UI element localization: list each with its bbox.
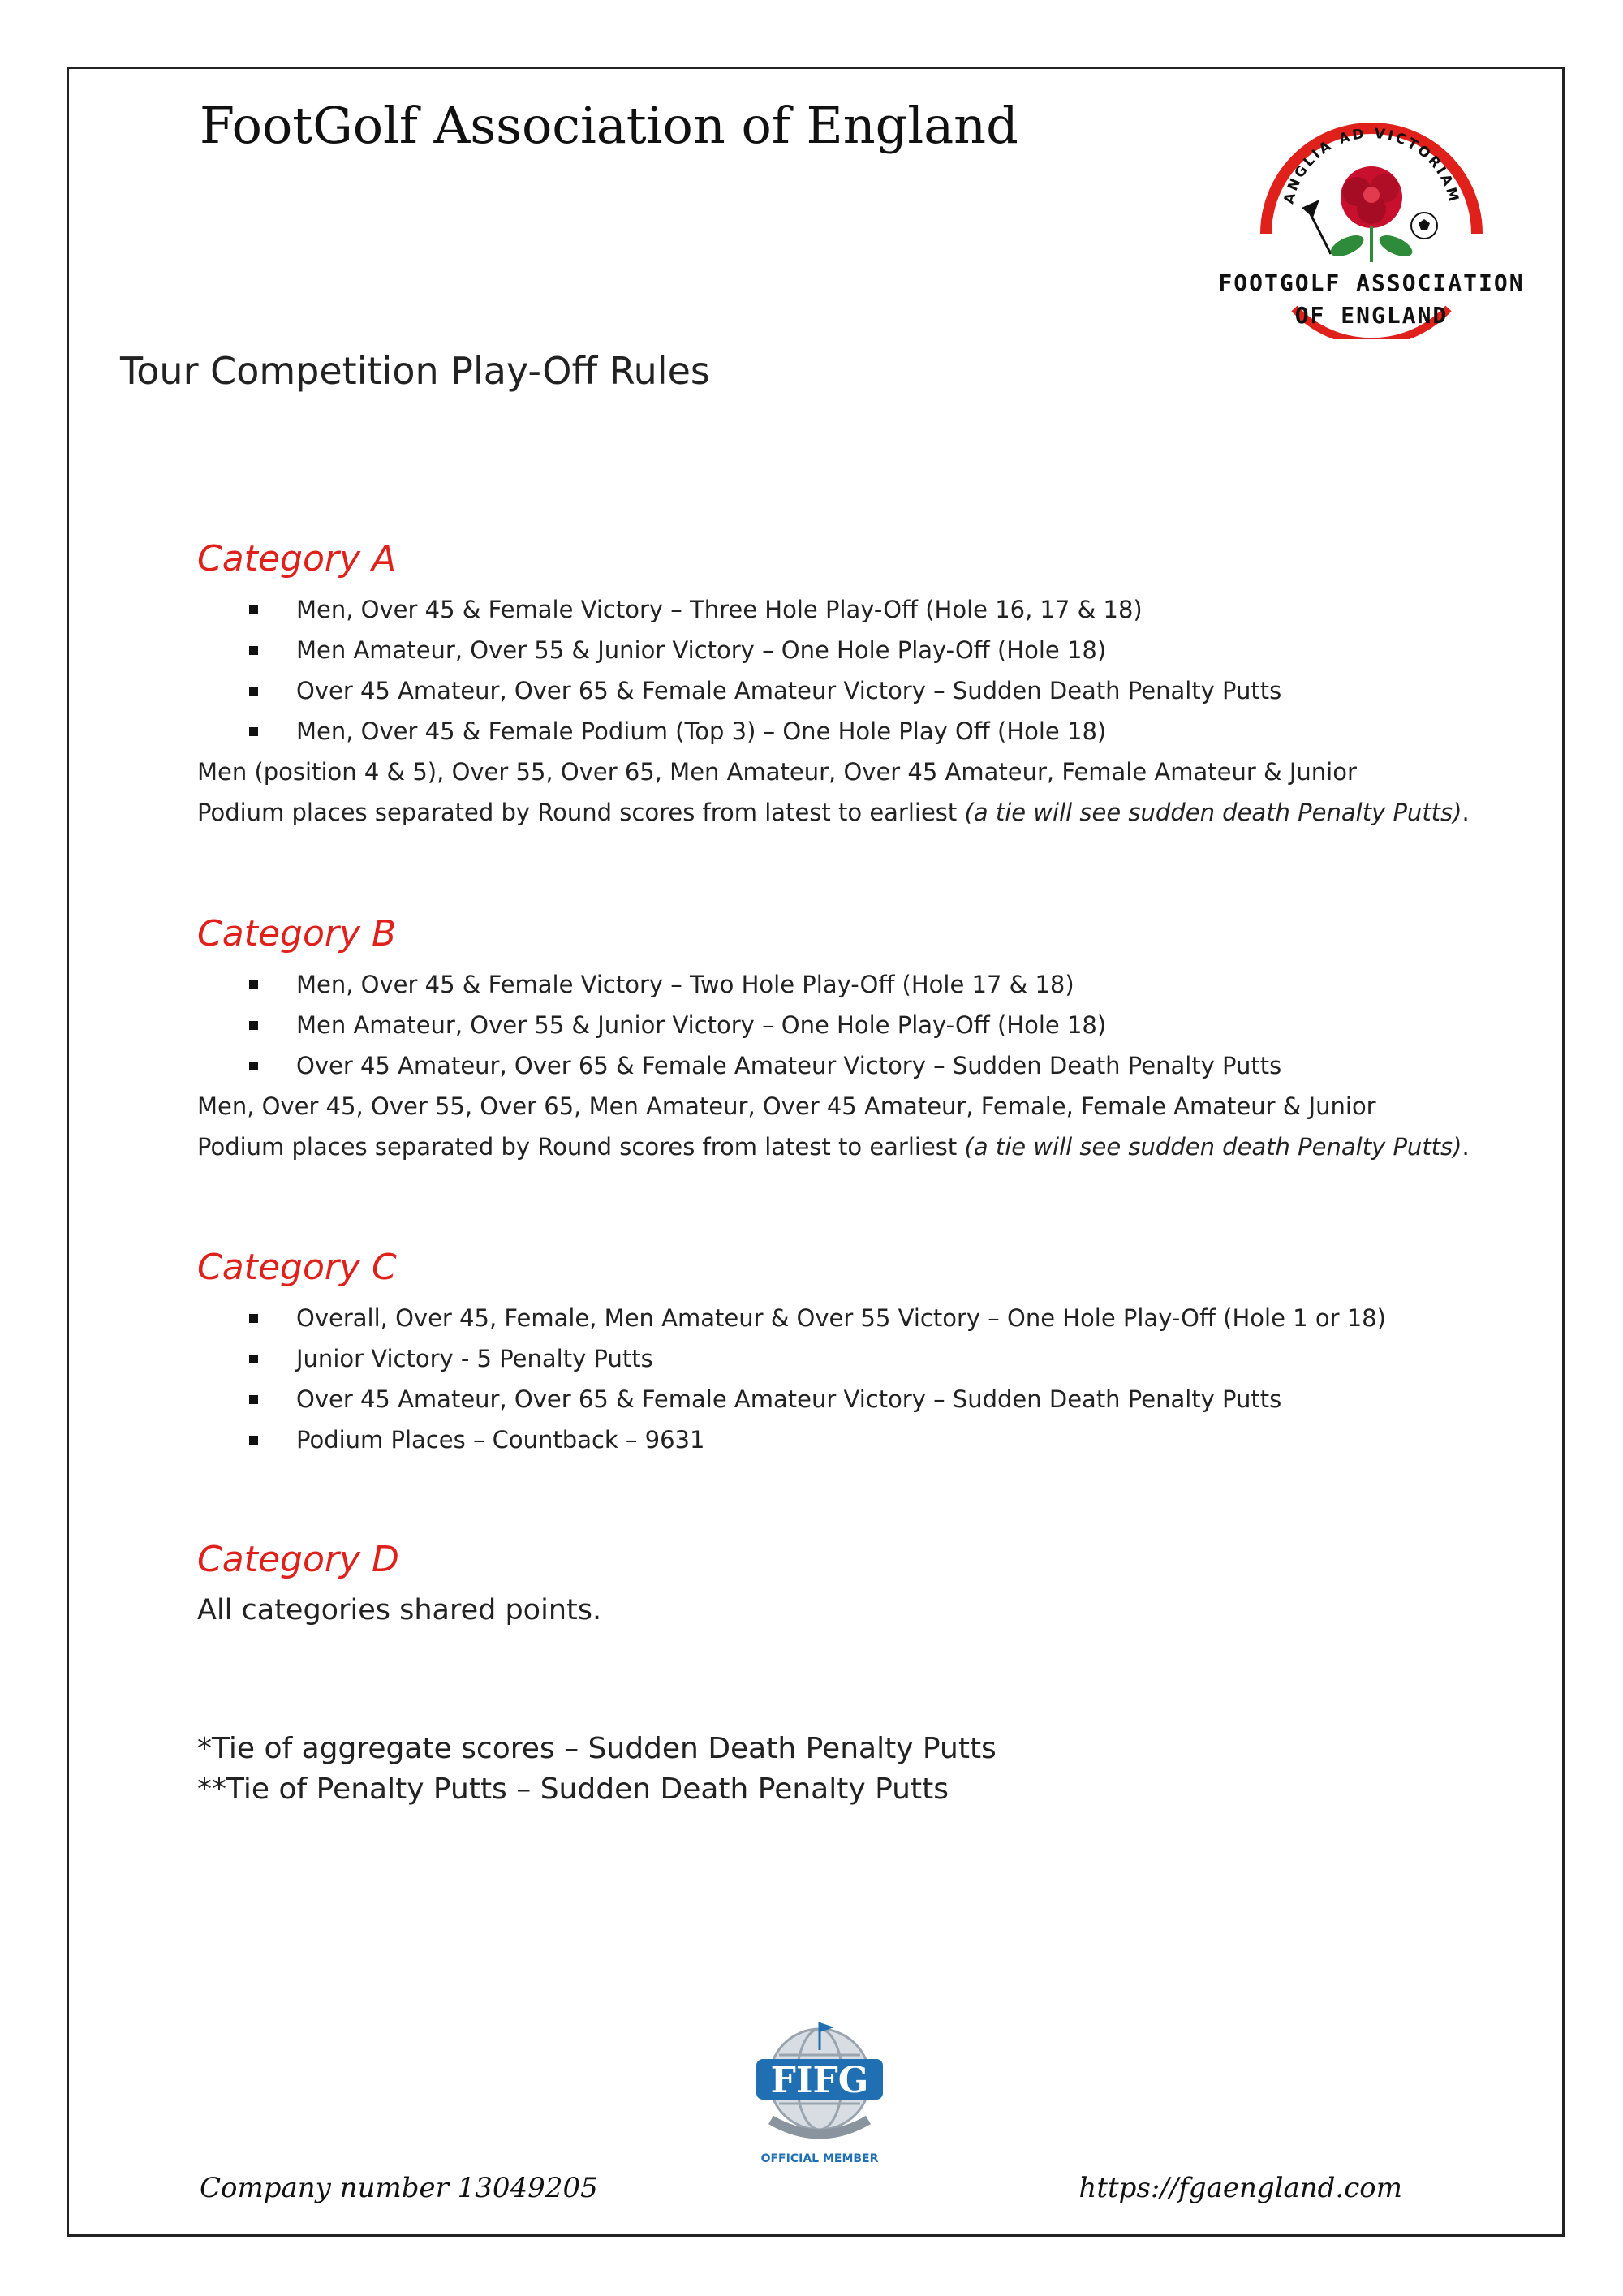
category-d-section bbox=[197, 1536, 1528, 1630]
bullet-icon bbox=[249, 1355, 258, 1363]
list-item: Men, Over 45 & Female Podium (Top 3) – One Hole Play Off (Hole 18) bbox=[197, 711, 1528, 752]
bullet-icon bbox=[249, 980, 258, 989]
bullet-icon bbox=[249, 1314, 258, 1323]
fifg-label: FIFG bbox=[770, 2060, 869, 2101]
bullet-icon bbox=[249, 1395, 258, 1404]
bullet-icon bbox=[249, 1436, 258, 1445]
category-b-note-line2: Podium places separated by Round scores from latest to earliest (a tie will see sudden death Penalty Putts). bbox=[197, 1133, 1470, 1161]
category-a-section bbox=[197, 536, 1528, 833]
list-item: Over 45 Amateur, Over 65 & Female Amateur Victory – Sudden Death Penalty Putts bbox=[197, 670, 1528, 711]
list-item: Men Amateur, Over 55 & Junior Victory – One Hole Play-Off (Hole 18) bbox=[197, 630, 1528, 670]
category-a-heading: Category A bbox=[197, 538, 397, 579]
category-b-note-line1: Men, Over 45, Over 55, Over 65, Men Amateur, Over 45 Amateur, Female, Female Amateur & Junior bbox=[197, 1092, 1376, 1120]
list-item: Men, Over 45 & Female Victory – Two Hole Play-Off (Hole 17 & 18) bbox=[197, 964, 1528, 1005]
category-b-list bbox=[197, 964, 1528, 1086]
document-title: Tour Competition Play-Off Rules bbox=[120, 349, 710, 393]
organization-title: FootGolf Association of England bbox=[200, 96, 1018, 155]
logo-motto: ANGLIA AD VICTORIAM bbox=[1281, 125, 1462, 206]
list-item: Men, Over 45 & Female Victory – Three Hole Play-Off (Hole 16, 17 & 18) bbox=[197, 589, 1528, 630]
fgae-logo bbox=[1217, 96, 1526, 339]
website-link[interactable]: https://fgaengland.com bbox=[1078, 2172, 1402, 2204]
bullet-icon bbox=[249, 646, 258, 655]
bullet-icon bbox=[249, 727, 258, 736]
category-d-text: All categories shared points. bbox=[197, 1594, 602, 1626]
footnotes bbox=[197, 1729, 1528, 1810]
category-b-heading: Category B bbox=[197, 913, 397, 954]
list-item: Over 45 Amateur, Over 65 & Female Amateur Victory – Sudden Death Penalty Putts bbox=[197, 1379, 1528, 1419]
list-item: Podium Places – Countback – 9631 bbox=[197, 1419, 1528, 1460]
category-c-heading: Category C bbox=[197, 1247, 397, 1288]
bullet-icon bbox=[249, 1021, 258, 1030]
category-c-list bbox=[197, 1298, 1528, 1460]
logo-name-line2: OF ENGLAND bbox=[1294, 302, 1449, 329]
list-item: Overall, Over 45, Female, Men Amateur & Over 55 Victory – One Hole Play-Off (Hole 1 or 18) bbox=[197, 1298, 1528, 1338]
category-c-section bbox=[197, 1244, 1528, 1460]
list-item: Junior Victory - 5 Penalty Putts bbox=[197, 1338, 1528, 1379]
category-a-note-line2: Podium places separated by Round scores from latest to earliest (a tie will see sudden death Penalty Putts). bbox=[197, 799, 1470, 826]
category-b-section bbox=[197, 911, 1528, 1167]
fifg-sublabel: OFFICIAL MEMBER bbox=[760, 2152, 879, 2165]
bullet-icon bbox=[249, 605, 258, 614]
category-d-heading: Category D bbox=[197, 1539, 399, 1580]
bullet-icon bbox=[249, 1062, 258, 1070]
logo-name-line1: FOOTGOLF ASSOCIATION bbox=[1218, 269, 1525, 296]
footnote-aggregate: *Tie of aggregate scores – Sudden Death Penalty Putts bbox=[197, 1732, 997, 1765]
football-icon bbox=[1411, 213, 1437, 239]
list-item: Over 45 Amateur, Over 65 & Female Amateur Victory – Sudden Death Penalty Putts bbox=[197, 1045, 1528, 1086]
bullet-icon bbox=[249, 687, 258, 696]
category-a-list bbox=[197, 589, 1528, 752]
list-item: Men Amateur, Over 55 & Junior Victory – One Hole Play-Off (Hole 18) bbox=[197, 1005, 1528, 1045]
category-a-note-line1: Men (position 4 & 5), Over 55, Over 65, Men Amateur, Over 45 Amateur, Female Amateur & Junior bbox=[197, 758, 1357, 786]
footnote-penalty: **Tie of Penalty Putts – Sudden Death Penalty Putts bbox=[197, 1773, 949, 1806]
fifg-logo bbox=[747, 2014, 893, 2169]
company-number: Company number 13049205 bbox=[200, 2172, 598, 2204]
